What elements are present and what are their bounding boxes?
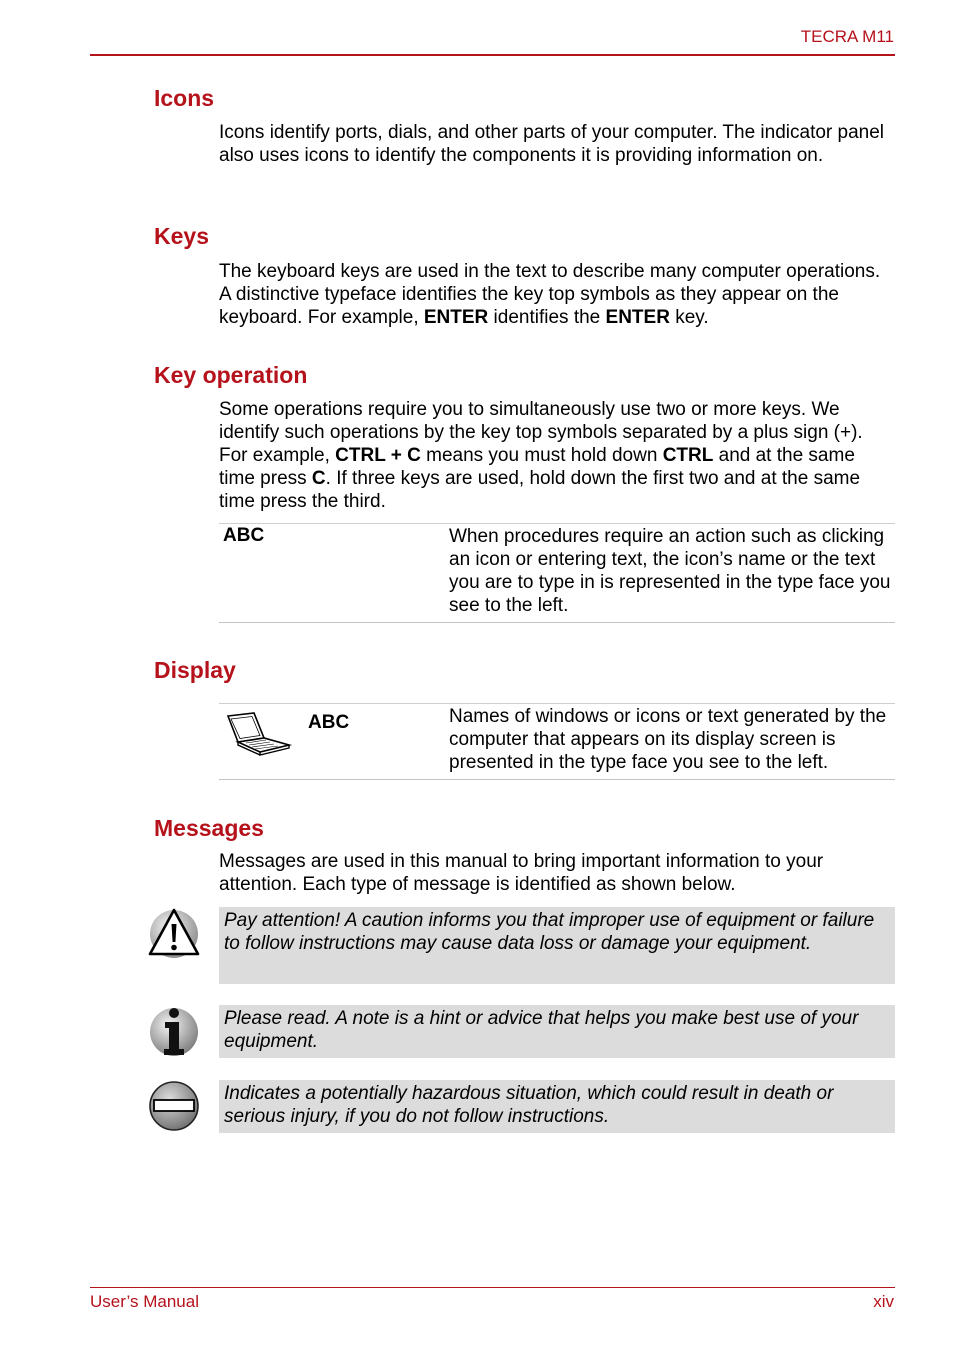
warning-no-entry-icon [148,1080,200,1132]
section-heading-keys: Keys [154,223,209,249]
display-table-top-rule [219,703,895,704]
section-heading-key-operation: Key operation [154,362,308,388]
warning-message-box: Indicates a potentially hazardous situation, which could result in death or serious injury, if you do not follow instructions. [219,1080,895,1133]
display-table-description: Names of windows or icons or text generated by the computer that appears on its display screen is presented in the type face you see to the left. [449,706,887,773]
note-message-box: Please read. A note is a hint or advice that helps you make best use of your equipment. [219,1005,895,1058]
display-table-term: ABC [308,712,350,733]
display-table-bottom-rule [219,779,895,780]
key-enter: ENTER [423,307,489,328]
messages-paragraph: Messages are used in this manual to bring important information to your attention. Each type of message is identified as shown below. [219,851,824,895]
keys-paragraph: The keyboard keys are used in the text to describe many computer operations. A distinctive typeface identifies the key top symbols as they appear on the keyboard. For example, ENTER identifies the ENTER key. [219,261,881,328]
section-heading-icons: Icons [154,85,215,111]
section-heading-messages: Messages [154,815,264,841]
caution-triangle-icon [148,907,200,959]
laptop-icon [224,712,292,756]
footer-manual-title: User’s Manual [90,1292,199,1311]
info-icon [148,1005,200,1057]
key-c: C [311,468,326,489]
icons-paragraph: Icons identify ports, dials, and other parts of your computer. The indicator panel also uses icons to identify the components it is providing information on. [219,122,885,166]
table-top-rule [219,523,895,524]
footer-rule [90,1287,895,1288]
key-operation-paragraph: Some operations require you to simultaneously use two or more keys. We identify such operations by the key top symbols separated by a plus sign (+). For example, CTRL + C means you must hold down CTRL and at the same time press C. If three keys are used, hold down the first two and at the same time press the third. [219,399,863,512]
table-bottom-rule [219,622,895,623]
key-operation-table-term: ABC [223,525,265,546]
running-header-title: TECRA M11 [800,27,894,46]
key-operation-table-description: When procedures require an action such as clicking an icon or entering text, the icon’s name or the text you are to type in is represented in the type face you see to the left. [449,526,891,616]
page-number: xiv [873,1292,894,1311]
key-enter-2: ENTER [605,307,670,328]
key-ctrl: CTRL [662,445,714,466]
caution-message-box: Pay attention! A caution informs you that improper use of equipment or failure to follow instructions may cause data loss or damage your equipment. [219,907,895,984]
header-rule [90,54,895,56]
key-combo-ctrl-c: CTRL + C [335,445,421,466]
section-heading-display: Display [154,657,236,683]
